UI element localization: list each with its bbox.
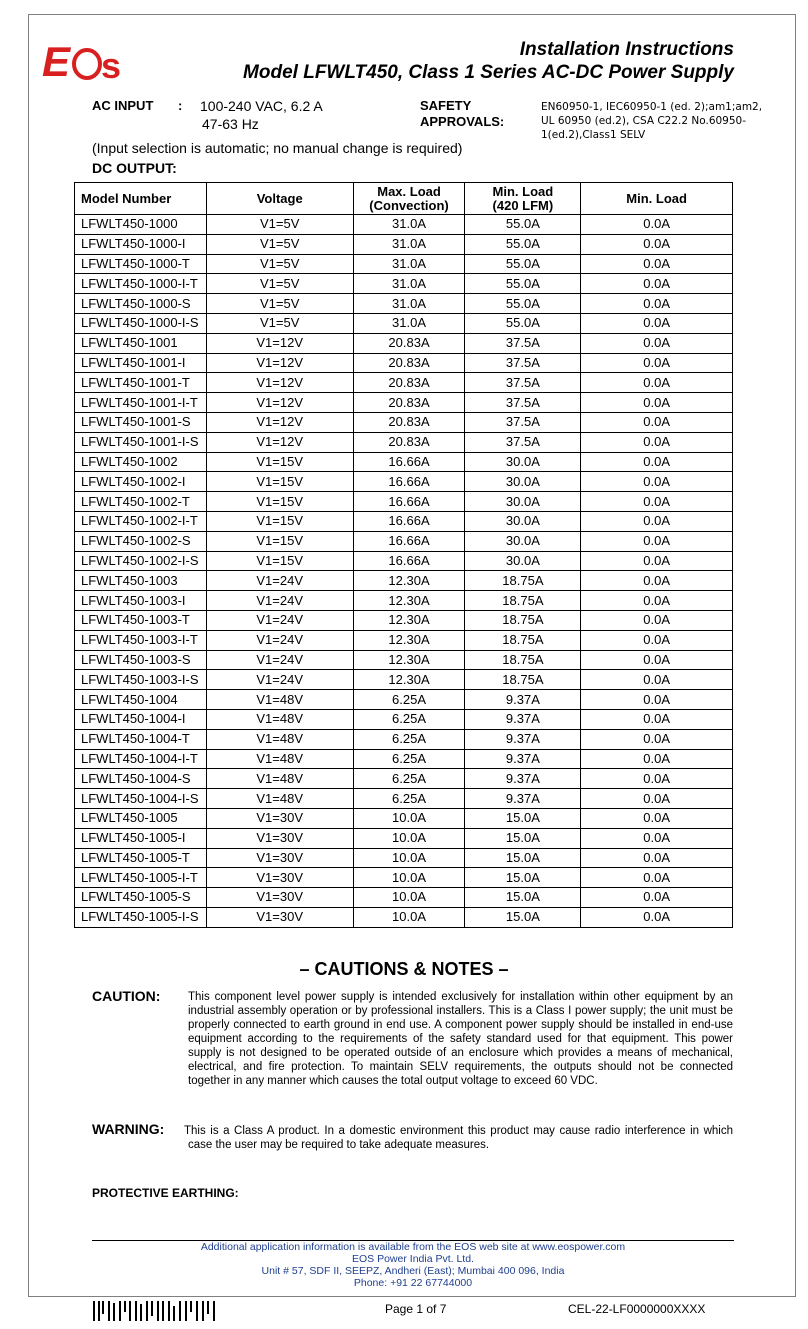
safety-label-2: APPROVALS: <box>420 114 505 129</box>
cell-min-load-lfm: 15.0A <box>465 888 581 908</box>
cell-min-load: 0.0A <box>581 610 733 630</box>
cell-model-number: LFWLT450-1004 <box>75 690 207 710</box>
table-row <box>75 808 733 828</box>
eos-logo <box>42 38 132 84</box>
cell-min-load-lfm: 15.0A <box>465 828 581 848</box>
cell-min-load-lfm: 30.0A <box>465 511 581 531</box>
header-model-number: Model Number <box>75 183 207 215</box>
cell-model-number: LFWLT450-1005-T <box>75 848 207 868</box>
table-header-row <box>75 183 733 215</box>
title-line-2: Model LFWLT450, Class 1 Series AC-DC Power Supply <box>243 62 734 83</box>
cell-voltage: V1=24V <box>206 650 353 670</box>
cell-min-load: 0.0A <box>581 313 733 333</box>
cell-min-load: 0.0A <box>581 432 733 452</box>
cell-model-number: LFWLT450-1002-T <box>75 492 207 512</box>
cell-min-load: 0.0A <box>581 630 733 650</box>
table-row <box>75 610 733 630</box>
cell-min-load: 0.0A <box>581 551 733 571</box>
cell-min-load-lfm: 37.5A <box>465 412 581 432</box>
footer-line-3: Unit # 57, SDF II, SEEPZ, Andheri (East); Mumbai 400 096, India <box>261 1265 565 1277</box>
input-selection-note: (Input selection is automatic; no manual change is required) <box>92 140 463 156</box>
cell-min-load-lfm: 55.0A <box>465 294 581 314</box>
table-row <box>75 789 733 809</box>
cell-model-number: LFWLT450-1003-I-S <box>75 670 207 690</box>
document-title <box>243 38 734 84</box>
cell-max-load: 10.0A <box>353 888 465 908</box>
cell-model-number: LFWLT450-1003 <box>75 571 207 591</box>
table-row <box>75 531 733 551</box>
title-line-1: Installation Instructions <box>519 39 734 60</box>
cell-voltage: V1=15V <box>206 452 353 472</box>
cell-min-load-lfm: 37.5A <box>465 353 581 373</box>
cell-max-load: 12.30A <box>353 670 465 690</box>
cell-min-load-lfm: 9.37A <box>465 729 581 749</box>
table-row <box>75 511 733 531</box>
cell-model-number: LFWLT450-1001-S <box>75 412 207 432</box>
cell-voltage: V1=15V <box>206 551 353 571</box>
cell-max-load: 12.30A <box>353 650 465 670</box>
cell-max-load: 16.66A <box>353 531 465 551</box>
cell-max-load: 6.25A <box>353 709 465 729</box>
cell-min-load-lfm: 15.0A <box>465 868 581 888</box>
cell-voltage: V1=30V <box>206 808 353 828</box>
cell-min-load: 0.0A <box>581 789 733 809</box>
table-row <box>75 353 733 373</box>
cell-min-load-lfm: 15.0A <box>465 848 581 868</box>
cell-min-load: 0.0A <box>581 769 733 789</box>
table-row <box>75 432 733 452</box>
cell-voltage: V1=24V <box>206 670 353 690</box>
table-row <box>75 848 733 868</box>
cell-voltage: V1=15V <box>206 531 353 551</box>
cell-model-number: LFWLT450-1004-I-S <box>75 789 207 809</box>
cell-model-number: LFWLT450-1003-S <box>75 650 207 670</box>
cell-model-number: LFWLT450-1000-I-T <box>75 274 207 294</box>
table-row <box>75 472 733 492</box>
table-row <box>75 749 733 769</box>
cell-min-load-lfm: 9.37A <box>465 709 581 729</box>
cell-min-load: 0.0A <box>581 808 733 828</box>
cell-model-number: LFWLT450-1002-I-T <box>75 511 207 531</box>
table-row <box>75 769 733 789</box>
cell-max-load: 31.0A <box>353 313 465 333</box>
cell-max-load: 31.0A <box>353 254 465 274</box>
cell-min-load-lfm: 18.75A <box>465 630 581 650</box>
ac-input-value-1: 100-240 VAC, 6.2 A <box>200 98 323 114</box>
cell-min-load: 0.0A <box>581 848 733 868</box>
cell-voltage: V1=5V <box>206 313 353 333</box>
svg-text:s: s <box>101 45 122 86</box>
document-code: CEL-22-LF0000000XXXX <box>568 1302 706 1316</box>
cell-min-load: 0.0A <box>581 749 733 769</box>
cell-voltage: V1=15V <box>206 472 353 492</box>
cell-min-load: 0.0A <box>581 412 733 432</box>
cell-min-load-lfm: 15.0A <box>465 808 581 828</box>
cell-voltage: V1=30V <box>206 828 353 848</box>
cell-min-load-lfm: 18.75A <box>465 610 581 630</box>
cell-max-load: 20.83A <box>353 412 465 432</box>
table-row <box>75 888 733 908</box>
cell-model-number: LFWLT450-1004-I-T <box>75 749 207 769</box>
cell-model-number: LFWLT450-1003-T <box>75 610 207 630</box>
cell-voltage: V1=30V <box>206 888 353 908</box>
cell-max-load: 31.0A <box>353 294 465 314</box>
cell-model-number: LFWLT450-1001-T <box>75 373 207 393</box>
table-row <box>75 907 733 927</box>
cell-model-number: LFWLT450-1000-T <box>75 254 207 274</box>
header-min-load-lfm: Min. Load (420 LFM) <box>465 183 581 215</box>
cell-min-load-lfm: 55.0A <box>465 313 581 333</box>
cell-voltage: V1=12V <box>206 393 353 413</box>
cell-min-load-lfm: 9.37A <box>465 789 581 809</box>
cell-max-load: 6.25A <box>353 690 465 710</box>
cell-min-load-lfm: 37.5A <box>465 373 581 393</box>
cell-min-load: 0.0A <box>581 888 733 908</box>
cell-model-number: LFWLT450-1000-I <box>75 234 207 254</box>
cell-min-load: 0.0A <box>581 571 733 591</box>
cell-voltage: V1=48V <box>206 690 353 710</box>
cell-max-load: 20.83A <box>353 432 465 452</box>
table-row <box>75 690 733 710</box>
cell-voltage: V1=48V <box>206 769 353 789</box>
cell-min-load: 0.0A <box>581 274 733 294</box>
cell-max-load: 6.25A <box>353 749 465 769</box>
cell-min-load-lfm: 9.37A <box>465 749 581 769</box>
page-number: Page 1 of 7 <box>385 1302 447 1316</box>
cell-min-load-lfm: 37.5A <box>465 432 581 452</box>
table-row <box>75 868 733 888</box>
cell-min-load: 0.0A <box>581 650 733 670</box>
cell-model-number: LFWLT450-1000-I-S <box>75 313 207 333</box>
cell-min-load: 0.0A <box>581 907 733 927</box>
cell-min-load-lfm: 55.0A <box>465 254 581 274</box>
warning-label: WARNING: <box>92 1121 165 1137</box>
cell-min-load: 0.0A <box>581 353 733 373</box>
cell-max-load: 20.83A <box>353 393 465 413</box>
cell-voltage: V1=48V <box>206 729 353 749</box>
cell-min-load: 0.0A <box>581 234 733 254</box>
cell-max-load: 20.83A <box>353 353 465 373</box>
cell-max-load: 10.0A <box>353 907 465 927</box>
cell-min-load-lfm: 18.75A <box>465 591 581 611</box>
cell-model-number: LFWLT450-1004-S <box>75 769 207 789</box>
cautions-title: – CAUTIONS & NOTES – <box>299 959 509 979</box>
cell-model-number: LFWLT450-1005-S <box>75 888 207 908</box>
cell-min-load: 0.0A <box>581 531 733 551</box>
cell-voltage: V1=12V <box>206 432 353 452</box>
cell-voltage: V1=5V <box>206 215 353 235</box>
model-table <box>74 182 733 928</box>
cell-model-number: LFWLT450-1004-T <box>75 729 207 749</box>
cell-model-number: LFWLT450-1002-I-S <box>75 551 207 571</box>
cell-voltage: V1=48V <box>206 789 353 809</box>
protective-earthing-label: PROTECTIVE EARTHING: <box>92 1186 239 1200</box>
cell-min-load: 0.0A <box>581 511 733 531</box>
header-max-load: Max. Load (Convection) <box>353 183 465 215</box>
cell-max-load: 31.0A <box>353 215 465 235</box>
svg-text:E: E <box>42 38 71 85</box>
cell-voltage: V1=12V <box>206 373 353 393</box>
table-row <box>75 650 733 670</box>
cell-model-number: LFWLT450-1003-I <box>75 591 207 611</box>
cell-voltage: V1=5V <box>206 254 353 274</box>
cell-min-load: 0.0A <box>581 215 733 235</box>
header-min-load: Min. Load <box>581 183 733 215</box>
footer-line-2: EOS Power India Pvt. Ltd. <box>352 1253 474 1265</box>
safety-label-1: SAFETY <box>420 98 472 113</box>
cell-min-load-lfm: 30.0A <box>465 472 581 492</box>
table-row <box>75 452 733 472</box>
cell-max-load: 10.0A <box>353 868 465 888</box>
table-row <box>75 313 733 333</box>
cell-voltage: V1=24V <box>206 630 353 650</box>
table-row <box>75 274 733 294</box>
ac-input-label: AC INPUT <box>92 98 154 113</box>
table-row <box>75 393 733 413</box>
cell-min-load-lfm: 37.5A <box>465 393 581 413</box>
cell-model-number: LFWLT450-1000 <box>75 215 207 235</box>
table-row <box>75 412 733 432</box>
cell-max-load: 16.66A <box>353 472 465 492</box>
cell-min-load-lfm: 55.0A <box>465 274 581 294</box>
table-row <box>75 670 733 690</box>
cell-voltage: V1=15V <box>206 492 353 512</box>
cell-voltage: V1=30V <box>206 868 353 888</box>
cell-max-load: 31.0A <box>353 274 465 294</box>
cell-min-load: 0.0A <box>581 254 733 274</box>
table-row <box>75 551 733 571</box>
cell-model-number: LFWLT450-1001-I <box>75 353 207 373</box>
footer-line-4: Phone: +91 22 67744000 <box>353 1277 473 1289</box>
dc-output-label: DC OUTPUT: <box>92 160 177 176</box>
cell-max-load: 10.0A <box>353 848 465 868</box>
table-row <box>75 729 733 749</box>
cell-voltage: V1=5V <box>206 274 353 294</box>
table-row <box>75 294 733 314</box>
ac-input-value-2: 47-63 Hz <box>202 116 259 132</box>
cell-max-load: 6.25A <box>353 769 465 789</box>
table-row <box>75 215 733 235</box>
cell-model-number: LFWLT450-1005-I-T <box>75 868 207 888</box>
cell-max-load: 16.66A <box>353 452 465 472</box>
cell-min-load: 0.0A <box>581 729 733 749</box>
cell-min-load-lfm: 18.75A <box>465 571 581 591</box>
safety-approvals-value: EN60950-1, IEC60950-1 (ed. 2);am1;am2, UL 60950 (ed.2), CSA C22.2 No.60950-1(ed.2),Class1 SELV <box>541 101 763 141</box>
cell-model-number: LFWLT450-1000-S <box>75 294 207 314</box>
caution-text: This component level power supply is intended exclusively for installation within other equipment by an industrial assembly operation or by professional installers. This is a Class I power supply; the unit must be properly connected to earth ground in end use. A component power supply should be installed in end-use equipment according to the requirements of the safety standard used for that equipment. This power supply is not designed to be operated outside of an enclosure which provides a means of mechanical, electrical, and fire protection. To maintain SELV requirements, the outputs should not be connected together in any manner which causes the total output voltage to exceed 60 VDC. <box>188 991 733 1087</box>
cell-max-load: 16.66A <box>353 511 465 531</box>
cell-max-load: 10.0A <box>353 808 465 828</box>
cell-voltage: V1=12V <box>206 412 353 432</box>
cell-min-load: 0.0A <box>581 373 733 393</box>
cell-model-number: LFWLT450-1002 <box>75 452 207 472</box>
cell-max-load: 12.30A <box>353 630 465 650</box>
cell-voltage: V1=15V <box>206 511 353 531</box>
cell-min-load: 0.0A <box>581 828 733 848</box>
cell-min-load: 0.0A <box>581 492 733 512</box>
caution-label: CAUTION: <box>92 988 161 1004</box>
cell-min-load-lfm: 30.0A <box>465 492 581 512</box>
cell-min-load: 0.0A <box>581 709 733 729</box>
cell-min-load: 0.0A <box>581 452 733 472</box>
cell-min-load-lfm: 30.0A <box>465 531 581 551</box>
cell-min-load-lfm: 15.0A <box>465 907 581 927</box>
cell-voltage: V1=24V <box>206 571 353 591</box>
table-row <box>75 373 733 393</box>
barcode-graphic <box>92 1300 220 1322</box>
table-body <box>75 215 733 928</box>
table-row <box>75 333 733 353</box>
table-row <box>75 492 733 512</box>
cell-model-number: LFWLT450-1005 <box>75 808 207 828</box>
table-row <box>75 828 733 848</box>
cell-max-load: 6.25A <box>353 789 465 809</box>
cell-model-number: LFWLT450-1004-I <box>75 709 207 729</box>
cell-model-number: LFWLT450-1002-S <box>75 531 207 551</box>
cell-max-load: 6.25A <box>353 729 465 749</box>
cell-min-load: 0.0A <box>581 591 733 611</box>
cell-voltage: V1=30V <box>206 848 353 868</box>
cell-max-load: 12.30A <box>353 610 465 630</box>
cell-min-load: 0.0A <box>581 333 733 353</box>
table-row <box>75 571 733 591</box>
cell-min-load-lfm: 55.0A <box>465 234 581 254</box>
cell-model-number: LFWLT450-1005-I-S <box>75 907 207 927</box>
cell-min-load: 0.0A <box>581 294 733 314</box>
cell-max-load: 12.30A <box>353 591 465 611</box>
cell-voltage: V1=12V <box>206 353 353 373</box>
cell-max-load: 16.66A <box>353 551 465 571</box>
cell-max-load: 20.83A <box>353 373 465 393</box>
cell-voltage: V1=24V <box>206 591 353 611</box>
cell-voltage: V1=48V <box>206 709 353 729</box>
cell-min-load-lfm: 9.37A <box>465 690 581 710</box>
cell-min-load-lfm: 55.0A <box>465 215 581 235</box>
cell-max-load: 12.30A <box>353 571 465 591</box>
cell-min-load-lfm: 30.0A <box>465 551 581 571</box>
table-row <box>75 254 733 274</box>
cell-voltage: V1=5V <box>206 294 353 314</box>
cell-voltage: V1=48V <box>206 749 353 769</box>
cell-min-load-lfm: 9.37A <box>465 769 581 789</box>
ac-input-colon: : <box>178 98 183 113</box>
cell-model-number: LFWLT450-1002-I <box>75 472 207 492</box>
cell-min-load: 0.0A <box>581 690 733 710</box>
cell-voltage: V1=24V <box>206 610 353 630</box>
cell-voltage: V1=5V <box>206 234 353 254</box>
cell-min-load: 0.0A <box>581 393 733 413</box>
cell-model-number: LFWLT450-1001-I-T <box>75 393 207 413</box>
cell-min-load: 0.0A <box>581 472 733 492</box>
header-voltage: Voltage <box>206 183 353 215</box>
cell-max-load: 20.83A <box>353 333 465 353</box>
table-row <box>75 709 733 729</box>
table-row <box>75 591 733 611</box>
cell-max-load: 10.0A <box>353 828 465 848</box>
cell-min-load-lfm: 37.5A <box>465 333 581 353</box>
table-row <box>75 234 733 254</box>
cell-min-load: 0.0A <box>581 868 733 888</box>
cell-min-load-lfm: 30.0A <box>465 452 581 472</box>
table-row <box>75 630 733 650</box>
cell-min-load-lfm: 18.75A <box>465 650 581 670</box>
warning-text: This is a Class A product. In a domestic environment this product may cause radio interference in which case the user may be required to take adequate measures. <box>184 1125 733 1151</box>
cell-max-load: 31.0A <box>353 234 465 254</box>
cell-voltage: V1=12V <box>206 333 353 353</box>
cell-max-load: 16.66A <box>353 492 465 512</box>
cell-min-load-lfm: 18.75A <box>465 670 581 690</box>
cell-voltage: V1=30V <box>206 907 353 927</box>
cell-model-number: LFWLT450-1003-I-T <box>75 630 207 650</box>
cell-model-number: LFWLT450-1001 <box>75 333 207 353</box>
footer-line-1: Additional application information is available from the EOS web site at www.eospower.com <box>200 1241 626 1253</box>
cell-min-load: 0.0A <box>581 670 733 690</box>
cell-model-number: LFWLT450-1001-I-S <box>75 432 207 452</box>
cell-model-number: LFWLT450-1005-I <box>75 828 207 848</box>
